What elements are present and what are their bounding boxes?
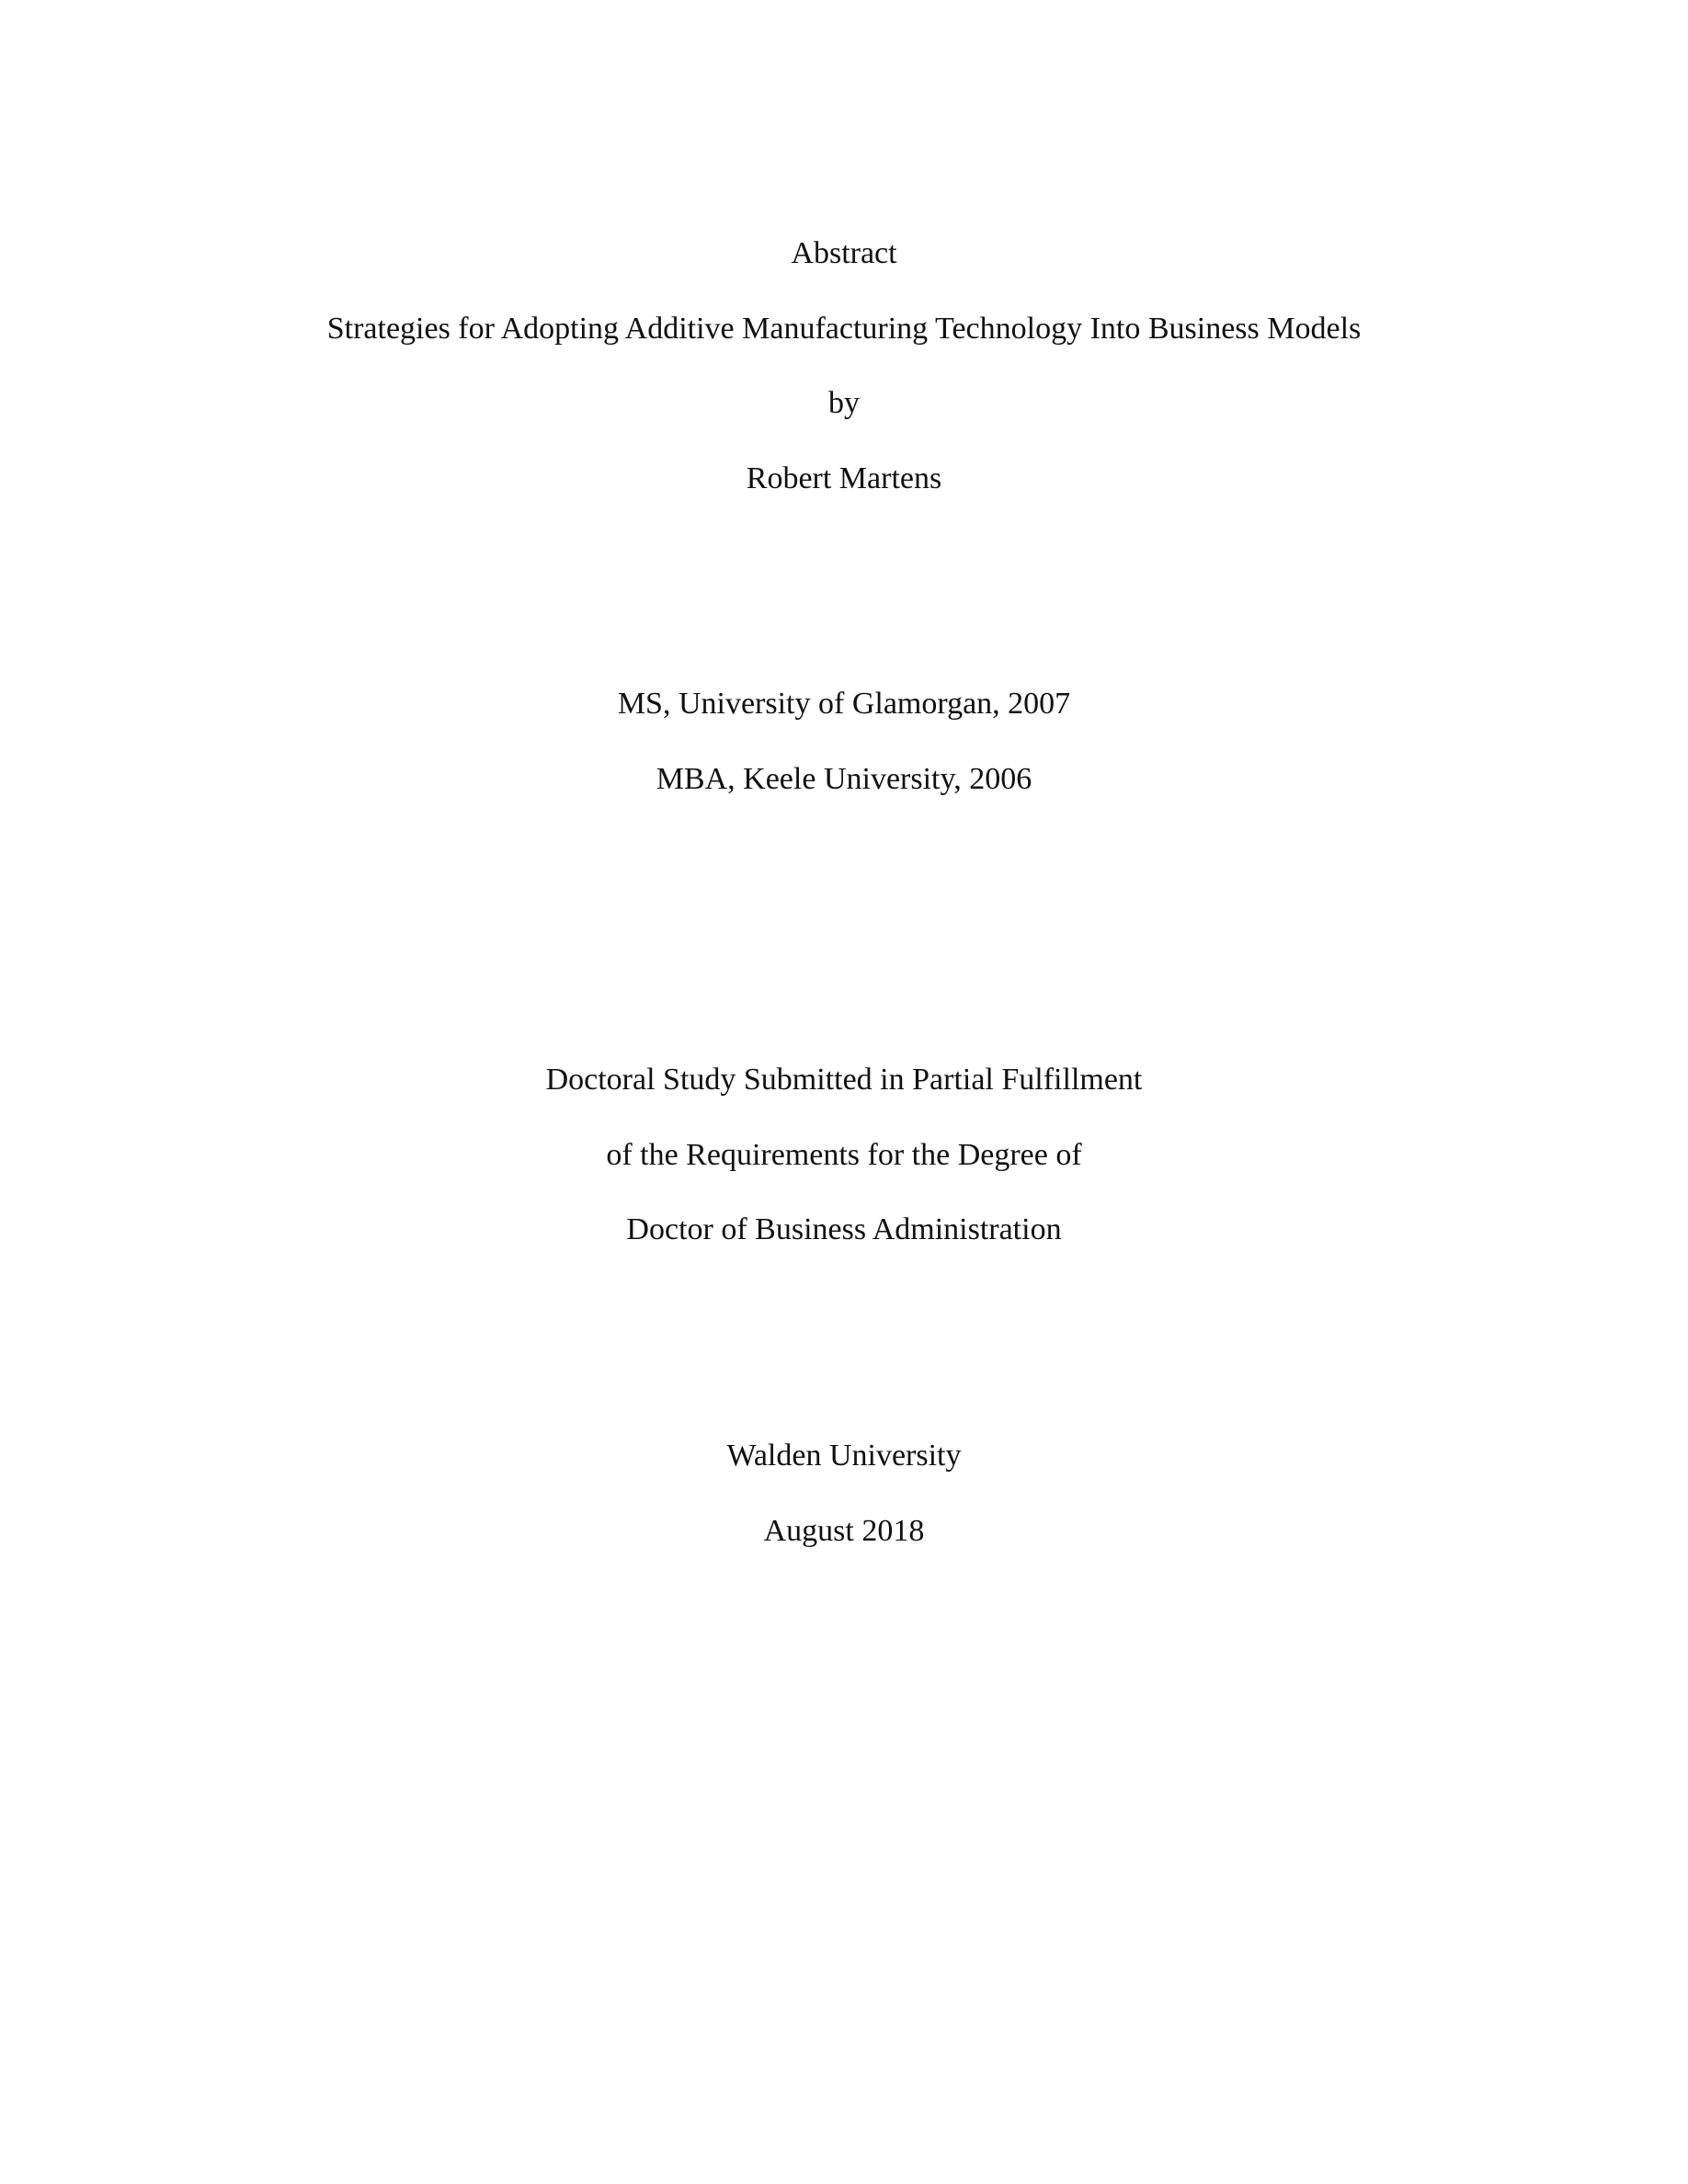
- author-name: Robert Martens: [746, 461, 942, 495]
- institution-name: Walden University: [726, 1439, 962, 1473]
- prior-degree-ms: MS, University of Glamorgan, 2007: [617, 687, 1071, 721]
- by-line: by: [828, 386, 860, 420]
- submission-statement-line-3: Doctor of Business Administration: [626, 1212, 1062, 1246]
- submission-statement-line-1: Doctoral Study Submitted in Partial Fulfillment: [545, 1063, 1143, 1097]
- abstract-heading: Abstract: [791, 236, 897, 270]
- submission-date: August 2018: [763, 1514, 925, 1548]
- study-title: Strategies for Adopting Additive Manufacturing Technology Into Business Models: [326, 312, 1362, 346]
- prior-degree-mba: MBA, Keele University, 2006: [656, 762, 1032, 796]
- submission-statement-line-2: of the Requirements for the Degree of: [606, 1138, 1082, 1172]
